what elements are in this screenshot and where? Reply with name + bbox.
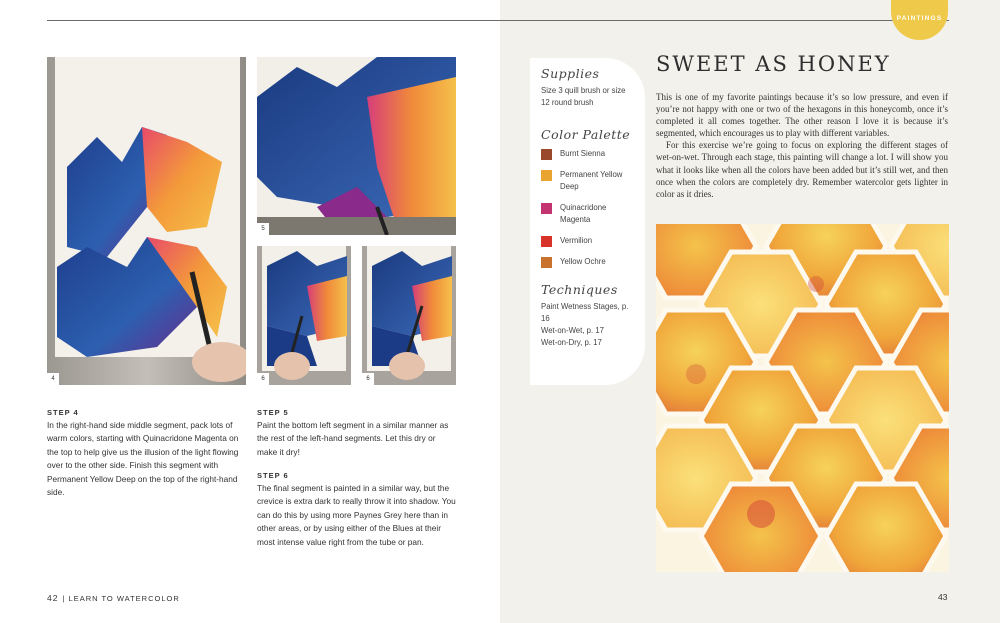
swatch-permanent-yellow-deep [541, 170, 552, 181]
palette-heading: Color Palette [541, 127, 631, 142]
photo-step-6b-number: 6 [362, 373, 374, 385]
palette-item [541, 169, 636, 193]
palette-item-label: Permanent Yellow Deep [560, 170, 623, 191]
step-5 [257, 408, 457, 459]
intro-paragraph: For this exercise we’re going to focus on exploring the different stages of wet-on-wet. Through each stage, this painting will change a lot. I will show you what it looks like when all the colors have been added but it’s still wet, and then once when the colors are completely dry. Remember watercolor gets lighter in color as it dries. [656, 140, 948, 199]
technique-item: Paint Wetness Stages, p. 16 [541, 302, 629, 323]
swatch-yellow-ochre [541, 257, 552, 268]
palette-item [541, 256, 636, 268]
supplies-text: Size 3 quill brush or size 12 round brush [541, 86, 626, 107]
palette-item-label: Yellow Ochre [560, 257, 606, 266]
step-4 [47, 408, 247, 499]
section-tab-label: PAINTINGS [896, 14, 943, 22]
photo-step-5-number: 5 [257, 223, 269, 235]
techniques-heading: Techniques [541, 282, 618, 297]
honeycomb-painting [656, 224, 949, 572]
photo-step-4-number: 4 [47, 373, 59, 385]
swatch-vermilion [541, 236, 552, 247]
palette-list [541, 148, 636, 268]
palette-item-label: Quinacridone Magenta [560, 203, 607, 224]
photo-step-5-image [257, 57, 456, 235]
footer-divider: | [62, 594, 69, 603]
page-number-right: 43 [938, 592, 948, 602]
photo-step-6a-image [257, 246, 351, 385]
page-number-left: 42 [47, 593, 59, 603]
photo-step-6a-number: 6 [257, 373, 269, 385]
palette-item-label: Burnt Sienna [560, 149, 606, 158]
photo-step-4 [47, 57, 246, 385]
step-5-text: Paint the bottom left segment in a similar manner as the rest of the left-hand segments. Let this dry or make it dry! [257, 420, 449, 457]
palette-item [541, 202, 636, 226]
intro-paragraph: This is one of my favorite paintings because it’s so low pressure, and even if you’re not happy with one or two of the hexagons in this honeycomb, once it’s completed it all comes together. The other reason I love it is because it’s segmented, which encourages us to play with different variables. [656, 92, 948, 139]
sidebar-content [541, 66, 636, 349]
step-6 [257, 471, 457, 549]
step-6-label: STEP 6 [257, 471, 289, 480]
step-4-label: STEP 4 [47, 408, 79, 417]
supplies-heading: Supplies [541, 66, 600, 81]
swatch-quinacridone-magenta [541, 203, 552, 214]
technique-item: Wet-on-Wet, p. 17 [541, 326, 604, 335]
palette-item [541, 235, 636, 247]
photo-step-6a [257, 246, 351, 385]
technique-item: Wet-on-Dry, p. 17 [541, 338, 602, 347]
step-4-text: In the right-hand side middle segment, pack lots of warm colors, starting with Quinacridone Magenta on the top to help give us the illusion of the light flowing over to the other side. Finish this segment with Permanent Yellow Deep on the top of the right-hand side. [47, 420, 239, 498]
palette-item-label: Vermilion [560, 236, 593, 245]
photo-step-4-image [47, 57, 246, 385]
honeycomb-painting-image [656, 224, 949, 572]
running-title: LEARN TO WATERCOLOR [68, 594, 180, 603]
step-5-label: STEP 5 [257, 408, 289, 417]
header-rule [47, 20, 949, 21]
step-6-text: The final segment is painted in a similar way, but the crevice is extra dark to really throw it into shadow. You can do this by using more Paynes Grey here than in other areas, or by using either of the Blues at their most intense value right from the tube or pan. [257, 483, 456, 547]
photo-step-6b [362, 246, 456, 385]
intro-text [656, 91, 948, 200]
photo-step-5 [257, 57, 456, 235]
page-title: SWEET AS HONEY [656, 52, 891, 76]
swatch-burnt-sienna [541, 149, 552, 160]
photo-step-6b-image [362, 246, 456, 385]
footer-left [47, 593, 180, 603]
palette-item [541, 148, 636, 160]
